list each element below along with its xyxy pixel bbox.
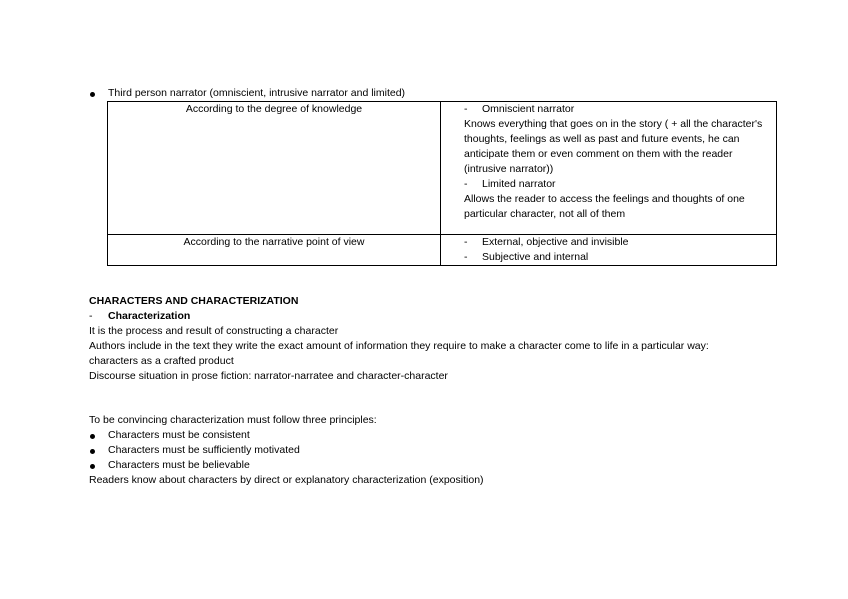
dash-glyph: - <box>464 103 468 115</box>
section-line: It is the process and result of constructing a character <box>89 325 339 337</box>
list-item: Characters must be consistent <box>108 429 250 441</box>
bullet-icon <box>90 434 95 439</box>
omniscient-label: Omniscient narrator <box>482 103 575 115</box>
row1-right-cell <box>441 102 777 235</box>
principles-closing: Readers know about characters by direct or explanatory characterization (exposition) <box>89 474 484 486</box>
row2-right-cell <box>441 235 777 266</box>
narrator-table <box>107 101 777 266</box>
row2-left-cell <box>108 235 441 266</box>
bullet-icon <box>90 92 95 97</box>
dash-glyph: - <box>464 251 468 263</box>
limited-label: Limited narrator <box>482 178 556 190</box>
bullet-icon <box>90 464 95 469</box>
dash-glyph: - <box>89 310 93 322</box>
principles-intro: To be convincing characterization must follow three principles: <box>89 414 377 426</box>
intro-bullet-text: Third person narrator (omniscient, intrusive narrator and limited) <box>108 87 406 99</box>
row1-label: According to the degree of knowledge <box>185 103 363 115</box>
omniscient-item <box>464 102 766 117</box>
dash-glyph: - <box>464 236 468 248</box>
table-row <box>108 102 777 235</box>
external-label: External, objective and invisible <box>482 236 629 248</box>
bullet-icon <box>90 449 95 454</box>
section-line: characters as a crafted product <box>89 355 234 367</box>
section-heading: CHARACTERS AND CHARACTERIZATION <box>89 295 299 307</box>
section-subheading: Characterization <box>108 310 191 322</box>
list-item: Characters must be sufficiently motivated <box>108 444 300 456</box>
limited-item <box>464 177 766 192</box>
list-item: Characters must be believable <box>108 459 250 471</box>
table-row <box>108 235 777 266</box>
row2-label: According to the narrative point of view <box>183 236 365 248</box>
subjective-item <box>464 250 770 265</box>
external-item <box>464 235 770 250</box>
subjective-label: Subjective and internal <box>482 251 589 263</box>
limited-desc: Allows the reader to access the feelings and thoughts of one particular character, not all of them <box>464 193 745 220</box>
section-line: Discourse situation in prose fiction: narrator-narratee and character-character <box>89 370 448 382</box>
omniscient-desc: Knows everything that goes on in the story ( + all the character's thoughts, feelings as well as past and future events, he can anticipate them or even comment on them with the reader (intrusive narrator)) <box>464 118 763 175</box>
section-line: Authors include in the text they write the exact amount of information they require to make a character come to life in a particular way: <box>89 340 709 352</box>
row1-left-cell <box>108 102 441 235</box>
dash-glyph: - <box>464 178 468 190</box>
